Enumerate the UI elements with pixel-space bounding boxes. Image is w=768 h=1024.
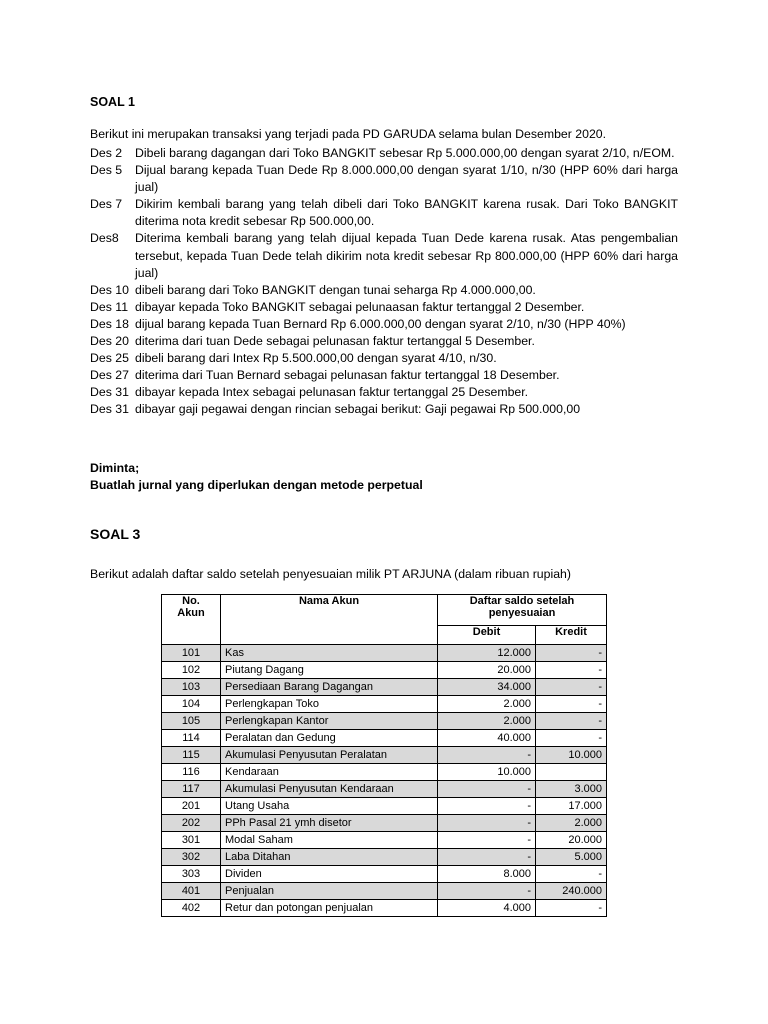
account-name: Perlengkapan Toko (221, 696, 438, 713)
transaction-text: Dibeli barang dagangan dari Toko BANGKIT sebesar Rp 5.000.000,00 dengan syarat 2/10, n/EOM. (135, 146, 675, 160)
table-row (162, 798, 607, 815)
account-number: 117 (162, 781, 221, 798)
account-number: 303 (162, 866, 221, 883)
debit-value: 2.000 (438, 696, 536, 713)
table-row (162, 713, 607, 730)
kredit-value (536, 764, 607, 781)
soal3-title: SOAL 3 (90, 526, 141, 542)
task-instructions (90, 460, 423, 494)
transaction-date: Des 2 (90, 146, 123, 160)
account-name: Perlengkapan Kantor (221, 713, 438, 730)
account-number: 202 (162, 815, 221, 832)
transaction-row (90, 350, 678, 367)
account-name: Piutang Dagang (221, 662, 438, 679)
col-header-daftar-saldo (438, 595, 607, 626)
debit-value: 4.000 (438, 900, 536, 917)
kredit-value: - (536, 645, 607, 662)
table-row (162, 815, 607, 832)
kredit-value: 240.000 (536, 883, 607, 900)
account-number: 201 (162, 798, 221, 815)
table-row (162, 832, 607, 849)
header-group-line2: penyesuaian (488, 607, 556, 619)
transaction-text: dibeli barang dari Toko BANGKIT dengan tunai seharga Rp 4.000.000,00. (135, 282, 536, 297)
transaction-text: Dikirim kembali barang yang telah dibeli dari Toko BANGKIT karena rusak. Dari Toko BANGKIT diterima nota kredit sebesar Rp 500.000,00. (135, 197, 678, 229)
table-row (162, 747, 607, 764)
kredit-value: - (536, 662, 607, 679)
transaction-row (90, 316, 678, 333)
debit-value: 8.000 (438, 866, 536, 883)
table-row (162, 849, 607, 866)
account-name: Dividen (221, 866, 438, 883)
account-name: Kendaraan (221, 764, 438, 781)
header-no-line2: Akun (177, 607, 205, 619)
debit-value: - (438, 815, 536, 832)
debit-value: - (438, 832, 536, 849)
account-name: PPh Pasal 21 ymh disetor (221, 815, 438, 832)
transaction-list (90, 145, 678, 419)
transaction-date: Des 27 (90, 368, 129, 383)
table-row (162, 900, 607, 917)
kredit-value: - (536, 713, 607, 730)
header-no-line1: No. (182, 595, 200, 607)
debit-value: - (438, 883, 536, 900)
account-number: 114 (162, 730, 221, 747)
transaction-row (90, 230, 678, 281)
table-row (162, 730, 607, 747)
account-number: 402 (162, 900, 221, 917)
debit-value: 40.000 (438, 730, 536, 747)
kredit-value: 3.000 (536, 781, 607, 798)
transaction-text: dibayar kepada Toko BANGKIT sebagai pelunaasan faktur tertanggal 2 Desember. (135, 299, 585, 314)
transaction-date: Des 5 (90, 163, 123, 178)
account-number: 104 (162, 696, 221, 713)
transaction-date: Des 31 (90, 385, 129, 400)
account-number: 102 (162, 662, 221, 679)
transaction-row (90, 282, 678, 299)
transaction-row (90, 162, 678, 196)
debit-value: - (438, 849, 536, 866)
diminta-text: Buatlah jurnal yang diperlukan dengan metode perpetual (90, 478, 423, 492)
col-header-no-akun (162, 595, 221, 645)
kredit-value: 20.000 (536, 832, 607, 849)
soal1-intro: Berikut ini merupakan transaksi yang terjadi pada PD GARUDA selama bulan Desember 2020. (90, 127, 607, 141)
table-body (162, 645, 607, 917)
col-header-debit: Debit (438, 626, 536, 645)
debit-value: - (438, 798, 536, 815)
debit-value: - (438, 747, 536, 764)
table-row (162, 696, 607, 713)
transaction-text: dibeli barang dari Intex Rp 5.500.000,00 dengan syarat 4/10, n/30. (135, 351, 497, 366)
debit-value: 12.000 (438, 645, 536, 662)
transaction-text: dijual barang kepada Tuan Bernard Rp 6.000.000,00 dengan syarat 2/10, n/30 (HPP 40%) (135, 316, 626, 331)
transaction-date: Des 18 (90, 316, 129, 331)
trial-balance-table (161, 594, 607, 917)
account-name: Persediaan Barang Dagangan (221, 679, 438, 696)
transaction-row (90, 299, 678, 316)
account-name: Penjualan (221, 883, 438, 900)
account-name: Peralatan dan Gedung (221, 730, 438, 747)
col-header-kredit: Kredit (536, 626, 607, 645)
table-row (162, 781, 607, 798)
transaction-date: Des 7 (90, 197, 123, 212)
table-row (162, 764, 607, 781)
transaction-row (90, 333, 678, 350)
transaction-date: Des 10 (90, 282, 129, 297)
soal1-title: SOAL 1 (90, 95, 135, 109)
transaction-row (90, 401, 678, 418)
col-header-nama-akun: Nama Akun (221, 595, 438, 645)
account-name: Retur dan potongan penjualan (221, 900, 438, 917)
transaction-row (90, 145, 678, 162)
account-number: 302 (162, 849, 221, 866)
account-number: 116 (162, 764, 221, 781)
account-number: 103 (162, 679, 221, 696)
account-name: Kas (221, 645, 438, 662)
debit-value: 10.000 (438, 764, 536, 781)
transaction-row (90, 196, 678, 230)
account-name: Modal Saham (221, 832, 438, 849)
kredit-value: 17.000 (536, 798, 607, 815)
kredit-value: 10.000 (536, 747, 607, 764)
soal3-intro: Berikut adalah daftar saldo setelah penyesuaian milik PT ARJUNA (dalam ribuan rupiah) (90, 567, 571, 581)
transaction-text: dibayar gaji pegawai dengan rincian sebagai berikut: Gaji pegawai Rp 500.000,00 (135, 402, 581, 417)
kredit-value: - (536, 679, 607, 696)
kredit-value: 2.000 (536, 815, 607, 832)
transaction-text: diterima dari Tuan Bernard sebagai pelunasan faktur tertanggal 18 Desember. (135, 368, 560, 383)
transaction-text: Dijual barang kepada Tuan Dede Rp 8.000.000,00 dengan syarat 1/10, n/30 (HPP 60% dari harga jual) (135, 163, 678, 195)
account-number: 101 (162, 645, 221, 662)
account-number: 401 (162, 883, 221, 900)
transaction-date: Des 11 (90, 299, 129, 314)
account-name: Laba Ditahan (221, 849, 438, 866)
transaction-date: Des8 (90, 231, 119, 246)
kredit-value: - (536, 900, 607, 917)
account-name: Akumulasi Penyusutan Peralatan (221, 747, 438, 764)
kredit-value: - (536, 866, 607, 883)
transaction-row (90, 384, 678, 401)
debit-value: 34.000 (438, 679, 536, 696)
transaction-text: Diterima kembali barang yang telah dijual kepada Tuan Dede karena rusak. Atas pengembalian tersebut, kepada Tuan Dede telah dikirim nota kredit sebesar Rp 800.000,00 (HPP 60% dari harga jual) (135, 231, 678, 280)
transaction-text: diterima dari tuan Dede sebagai pelunasan faktur tertanggal 5 Desember. (135, 334, 535, 349)
kredit-value: 5.000 (536, 849, 607, 866)
table-row (162, 866, 607, 883)
transaction-text: dibayar kepada Intex sebagai pelunasan faktur tertanggal 25 Desember. (135, 385, 529, 400)
table-row (162, 883, 607, 900)
header-group-line1: Daftar saldo setelah (469, 595, 575, 607)
account-name: Utang Usaha (221, 798, 438, 815)
kredit-value: - (536, 730, 607, 747)
transaction-row (90, 367, 678, 384)
table-row (162, 662, 607, 679)
account-number: 115 (162, 747, 221, 764)
transaction-date: Des 25 (90, 351, 129, 366)
account-number: 105 (162, 713, 221, 730)
kredit-value: - (536, 696, 607, 713)
account-number: 301 (162, 832, 221, 849)
debit-value: 20.000 (438, 662, 536, 679)
transaction-date: Des 31 (90, 402, 129, 417)
table-row (162, 679, 607, 696)
debit-value: - (438, 781, 536, 798)
account-name: Akumulasi Penyusutan Kendaraan (221, 781, 438, 798)
table-row (162, 645, 607, 662)
diminta-label: Diminta; (90, 461, 140, 475)
transaction-date: Des 20 (90, 334, 129, 349)
debit-value: 2.000 (438, 713, 536, 730)
